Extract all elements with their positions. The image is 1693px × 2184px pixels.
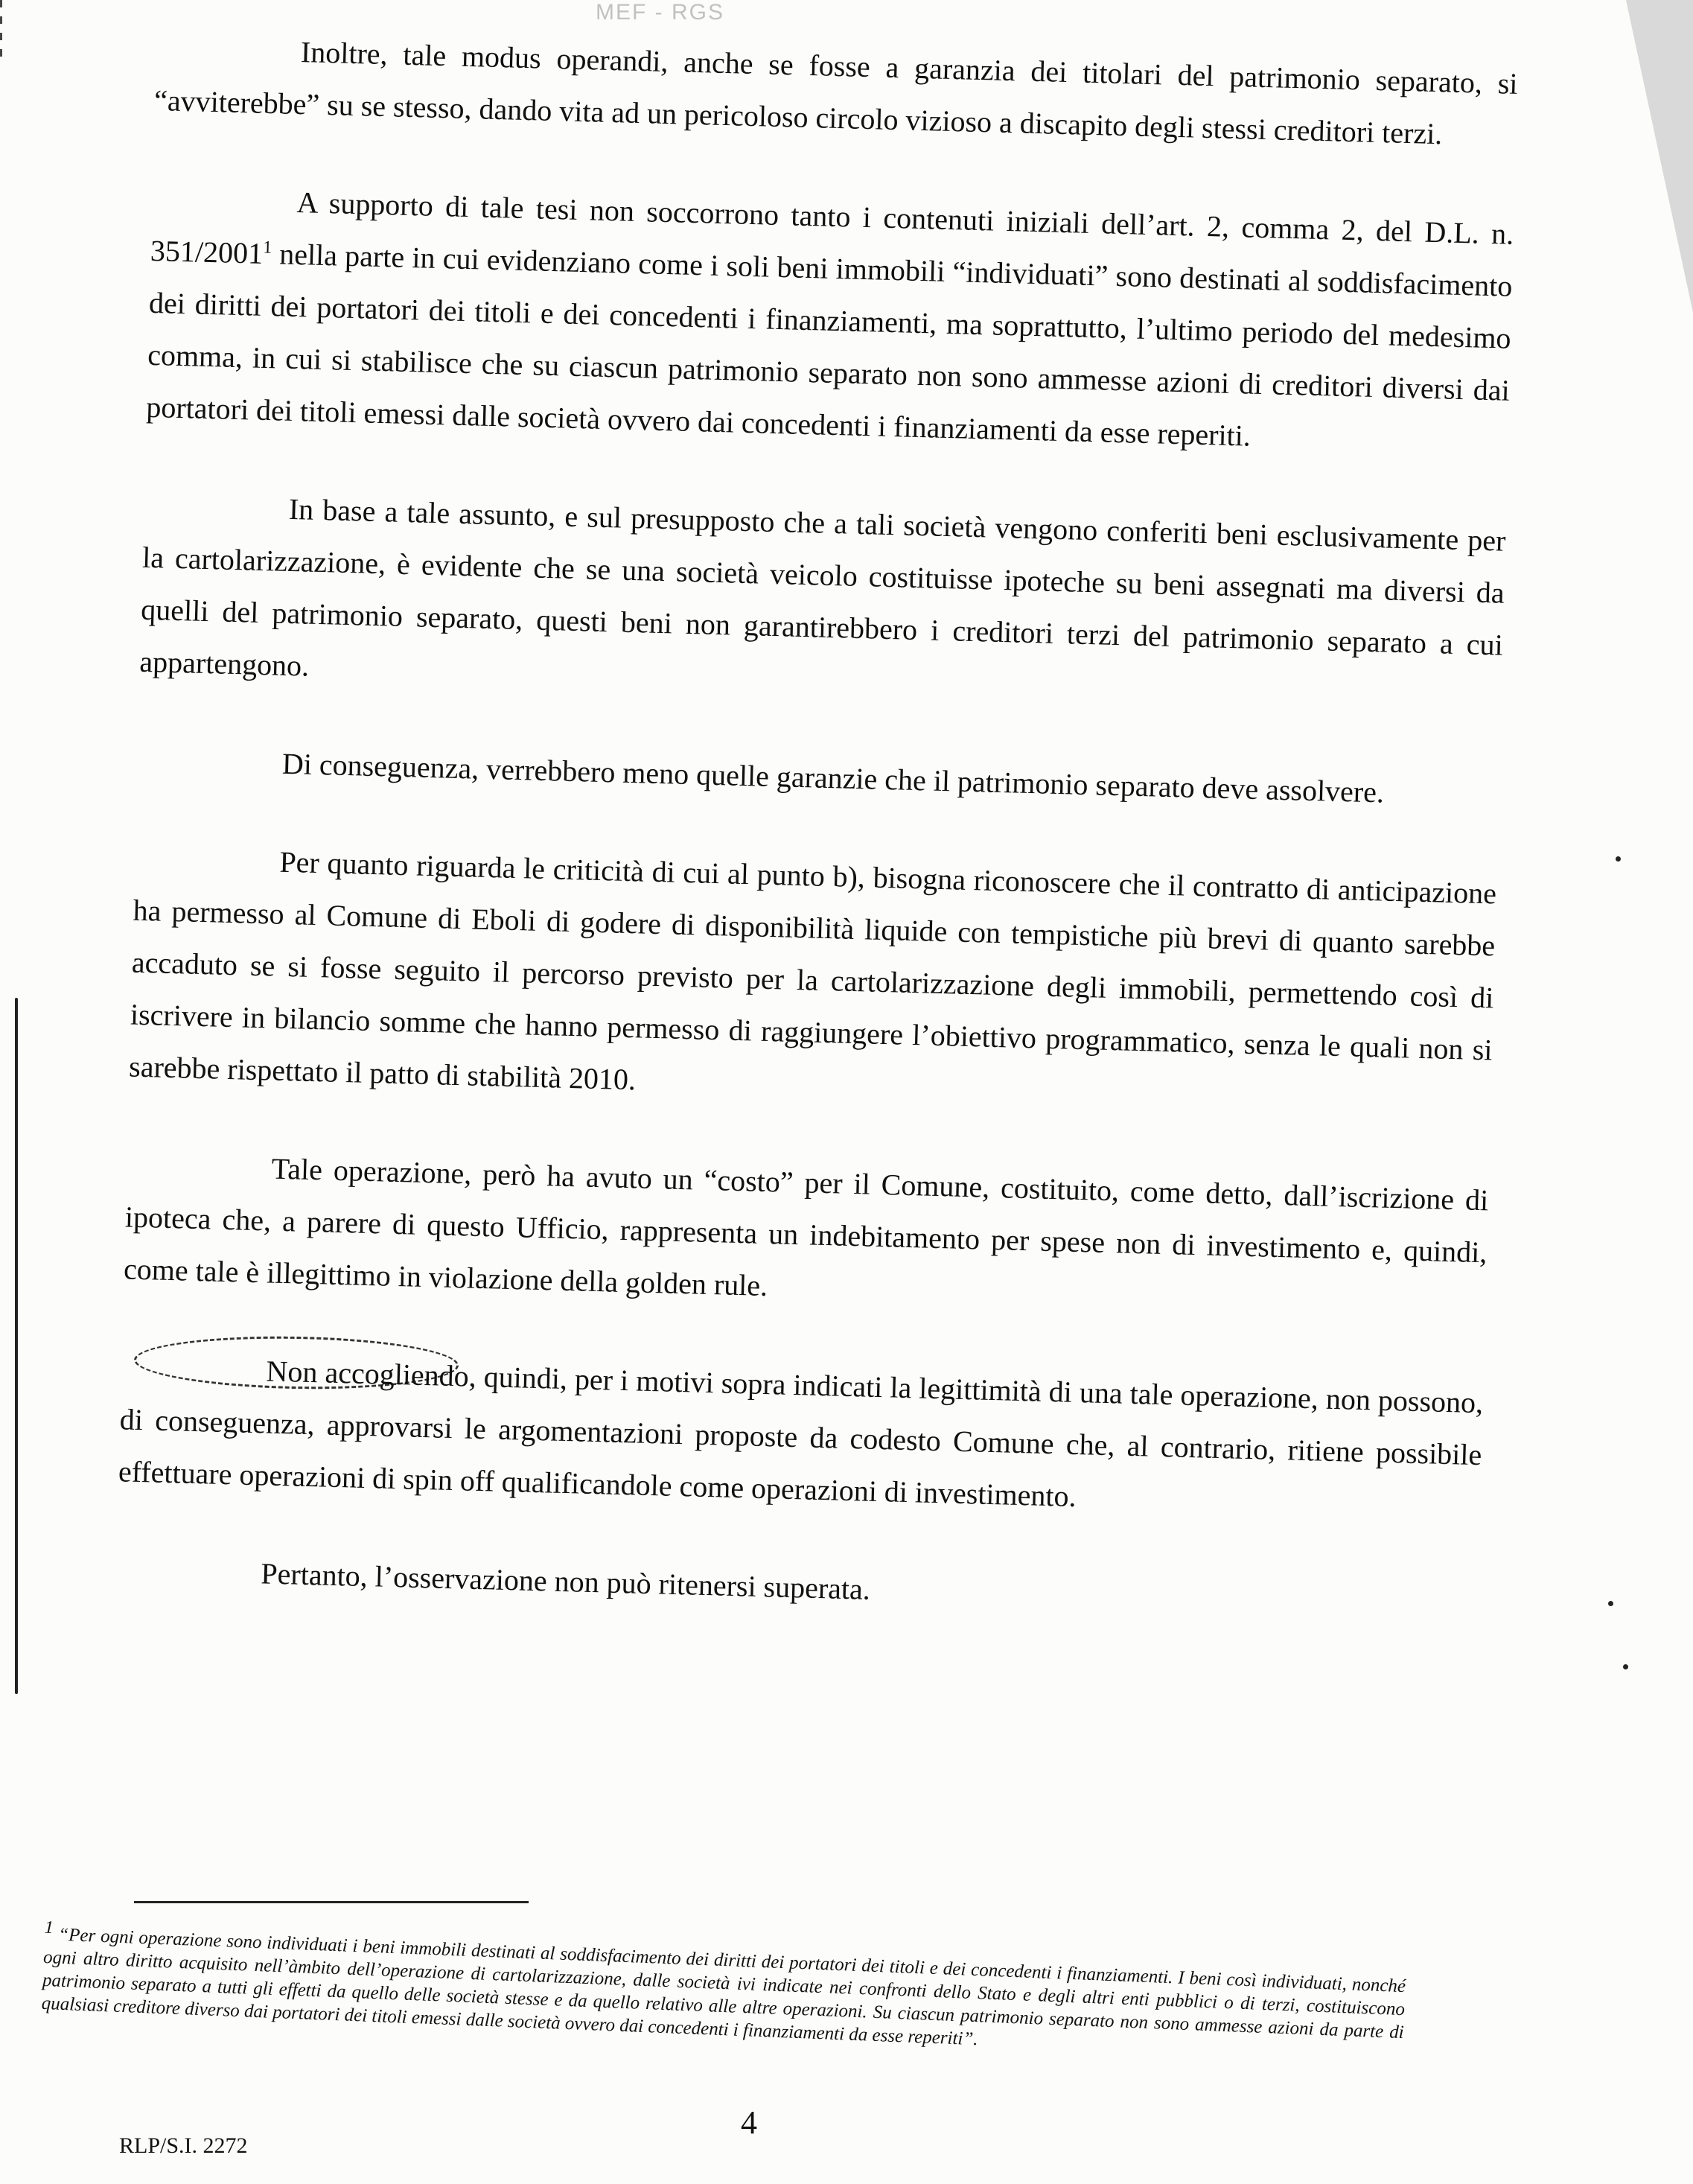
page-number: 4	[741, 2104, 757, 2141]
paragraph-2	[146, 173, 1515, 469]
paragraph-2-start: A supporto di tale tesi non soccorrono tanto i contenuti iniziali dell’art. 2, comma 2, del D.L. n. 351/2001	[150, 185, 1514, 270]
footnote	[41, 1917, 1406, 2067]
document-body	[114, 22, 1518, 1678]
paragraph-4: Di conseguenza, verrebbero meno quelle garanzie che il patrimonio separato deve assolvere.	[281, 746, 1385, 809]
scan-edge-marks	[0, 0, 2, 60]
footnote-text: “Per ogni operazione sono individuati i beni immobili destinati al soddisfacimento dei diritti dei portatori dei titoli e dei concedenti i finanziamenti. I beni così individuati, nonché ogni altro diritto acquisito nell’àmbito dell’operazione di cartolarizzazione, dalle società ivi indicate nei confronti dello Stato e degli altri enti pubblici o di terzi, costituiscono patrimonio separato a tutti gli effetti da quello delle società stesse e da quello relativo alle altre operazioni. Su ciascun patrimonio separato non sono ammesse azioni da parte di qualsiasi creditore diverso dai portatori dei titoli emessi dalle società ovvero dai concedenti i finanziamenti da esse reperiti”.	[41, 1924, 1406, 2050]
header-stamp: MEF - RGS	[596, 0, 724, 25]
footnote-marker: 1	[44, 1917, 54, 1938]
scan-speck	[1608, 1601, 1613, 1606]
footnote-reference: 1	[262, 238, 272, 258]
page-corner-shadow	[1626, 0, 1693, 313]
paragraph-8: Pertanto, l’osservazione non può ritenersi superata.	[260, 1556, 871, 1606]
scan-speck	[1623, 1664, 1628, 1669]
paragraph-6: Tale operazione, però ha avuto un “costo” per il Comune, costituito, come detto, dall’iscrizione di ipoteca che, a parere di questo Ufficio, rappresenta un indebitamento per spese non di investimento e, quindi, come tale è illegittimo in violazione della golden rule.	[123, 1151, 1489, 1303]
footnote-separator	[134, 1901, 529, 1903]
document-code: RLP/S.I. 2272	[119, 2133, 248, 2158]
handwritten-margin-line	[15, 998, 18, 1694]
scan-speck	[1616, 856, 1621, 862]
paragraph-5: Per quanto riguarda le criticità di cui al punto b), bisogna riconoscere che il contratto di anticipazione ha permesso al Comune di Eboli di godere di disponibilità liquide con tempistiche più brevi di quanto sarebbe accaduto se si fosse seguito il percorso previsto per la cartolarizzazione degli immobili, permettendo così di iscrivere in bilancio somme che hanno permesso di raggiungere l’obiettivo programmatico, senza le quali non si sarebbe rispettato il patto di stabilità 2010.	[128, 844, 1497, 1097]
paragraph-1: Inoltre, tale modus operandi, anche se fosse a garanzia dei titolari del patrimonio separato, si “avviterebbe” su se stesso, dando vita ad un pericoloso circolo vizioso a discapito degli stessi creditori terzi.	[153, 35, 1519, 151]
paragraph-3: In base a tale assunto, e sul presupposto che a tali società vengono conferiti beni esclusivamente per la cartolarizzazione, è evidente che se una società veicolo costituisse ipoteche su beni assegnati ma diversi da quelli del patrimonio separato, questi beni non garantirebbero i creditori terzi del patrimonio separato a cui appartengono.	[138, 491, 1506, 683]
paragraph-7: Non accogliendo, quindi, per i motivi sopra indicati la legittimità di una tale operazione, non possono, di conseguenza, approvarsi le argomentazioni proposte da codesto Comune che, al contrario, ritiene possibile effettuare operazioni di spin off qualificandole come operazioni di investimento.	[118, 1354, 1484, 1514]
paragraph-2-end: nella parte in cui evidenziano come i soli beni immobili “individuati” sono destinati al soddisfacimento dei diritti dei portatori dei titoli e dei concedenti i finanziamenti, ma soprattutto, l’ultimo periodo del medesimo comma, in cui si stabilisce che su ciascun patrimonio separato non sono ammesse azioni di creditori diversi dai portatori dei titoli emessi dalle società ovvero dai concedenti i finanziamenti da esse reperiti.	[145, 237, 1513, 453]
